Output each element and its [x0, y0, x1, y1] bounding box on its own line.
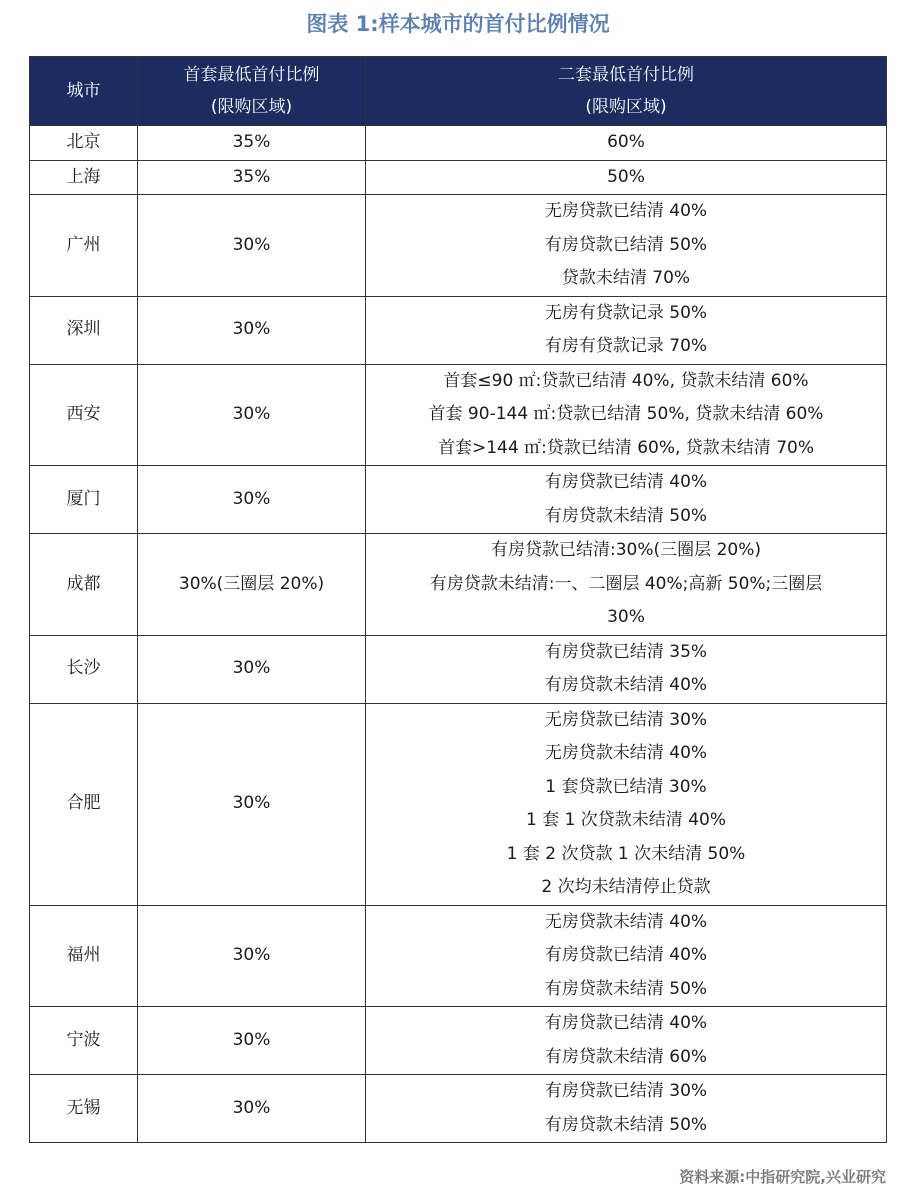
- cell-first-home-ratio: 30%: [138, 364, 366, 466]
- cell-city: 西安: [30, 364, 138, 466]
- cell-second-home-ratio: [366, 1075, 887, 1143]
- header-second-line-2: (限购区域): [585, 97, 667, 117]
- table-header: [30, 57, 887, 126]
- second-home-rule-line: 有房贷款已结清 35%: [544, 641, 708, 662]
- second-home-rule-line: 30%: [607, 607, 645, 627]
- second-home-rule-line: 无房贷款已结清 40%: [544, 201, 708, 221]
- cell-first-home-ratio: 30%: [138, 1007, 366, 1075]
- second-home-rule-line: 2 次均未结清停止贷款: [541, 877, 711, 897]
- header-second-home: [366, 57, 887, 126]
- second-home-rule-line: 有房贷款已结清 40%: [544, 945, 708, 965]
- cell-city: 厦门: [30, 466, 138, 534]
- cell-first-home-ratio: 30%: [138, 905, 366, 1007]
- table-body: [30, 126, 887, 1143]
- second-home-rule-line: 首套>144 ㎡:贷款已结清 60%, 贷款未结清 70%: [437, 437, 814, 458]
- cell-second-home-ratio: [366, 466, 887, 534]
- cell-city: 北京: [30, 126, 138, 161]
- second-home-rule-line: 贷款未结清 70%: [561, 268, 691, 288]
- cell-second-home-ratio: [366, 905, 887, 1007]
- second-home-rule-line: 无房贷款未结清 40%: [544, 911, 708, 932]
- cell-second-home-ratio: [366, 635, 887, 703]
- cell-city: 福州: [30, 905, 138, 1007]
- second-home-rule-line: 1 套 1 次贷款未结清 40%: [525, 810, 727, 830]
- table-row: [30, 703, 887, 905]
- cell-city: 广州: [30, 195, 138, 297]
- cell-first-home-ratio: 30%: [138, 296, 366, 364]
- cell-second-home-ratio: [366, 296, 887, 364]
- cell-first-home-ratio: 30%(三圈层 20%): [138, 534, 366, 636]
- cell-city: 长沙: [30, 635, 138, 703]
- table-row: [30, 635, 887, 703]
- table-row: [30, 905, 887, 1007]
- header-first-line-2: (限购区域): [210, 97, 293, 117]
- cell-second-home-ratio: [366, 364, 887, 466]
- second-home-rule-line: 有房有贷款记录 70%: [544, 336, 708, 356]
- table-row: [30, 296, 887, 364]
- second-home-rule-line: 有房贷款未结清 50%: [544, 505, 708, 526]
- second-home-rule-line: 有房贷款未结清 50%: [544, 978, 708, 999]
- cell-first-home-ratio: 30%: [138, 635, 366, 703]
- cell-city: 合肥: [30, 703, 138, 905]
- table-row: [30, 195, 887, 297]
- cell-city: 无锡: [30, 1075, 138, 1143]
- second-home-rule-line: 60%: [607, 132, 645, 152]
- table-row: [30, 534, 887, 636]
- table-row: [30, 1075, 887, 1143]
- cell-first-home-ratio: 35%: [138, 126, 366, 161]
- cell-second-home-ratio: [366, 195, 887, 297]
- second-home-rule-line: 有房贷款未结清:一、二圈层 40%;高新 50%;三圈层: [429, 573, 823, 594]
- header-first-home: [138, 57, 366, 126]
- header-city: 城市: [30, 57, 138, 126]
- cell-first-home-ratio: 30%: [138, 1075, 366, 1143]
- second-home-rule-line: 有房贷款已结清 50%: [544, 234, 708, 255]
- second-home-rule-line: 有房贷款未结清 50%: [544, 1114, 708, 1135]
- second-home-rule-line: 有房贷款已结清 30%: [544, 1081, 708, 1101]
- cell-first-home-ratio: 30%: [138, 703, 366, 905]
- second-home-rule-line: 1 套贷款已结清 30%: [545, 776, 707, 797]
- cell-second-home-ratio: [366, 534, 887, 636]
- table-row: [30, 466, 887, 534]
- cell-first-home-ratio: 30%: [138, 195, 366, 297]
- second-home-rule-line: 无房贷款未结清 40%: [544, 743, 708, 763]
- cell-second-home-ratio: [366, 160, 887, 195]
- cell-city: 上海: [30, 160, 138, 195]
- header-first-line-1: 首套最低首付比例: [183, 65, 320, 85]
- second-home-rule-line: 首套≤90 ㎡:贷款已结清 40%, 贷款未结清 60%: [443, 370, 809, 391]
- table-row: [30, 1007, 887, 1075]
- cell-city: 深圳: [30, 296, 138, 364]
- table-row: [30, 126, 887, 161]
- table-row: [30, 364, 887, 466]
- cell-first-home-ratio: 35%: [138, 160, 366, 195]
- second-home-rule-line: 无房有贷款记录 50%: [544, 302, 708, 323]
- cell-city: 成都: [30, 534, 138, 636]
- second-home-rule-line: 1 套 2 次贷款 1 次未结清 50%: [506, 843, 746, 864]
- cell-city: 宁波: [30, 1007, 138, 1075]
- second-home-rule-line: 有房贷款未结清 40%: [544, 675, 708, 695]
- second-home-rule-line: 无房贷款已结清 30%: [544, 709, 708, 730]
- header-second-line-1: 二套最低首付比例: [558, 65, 694, 85]
- second-home-rule-line: 50%: [607, 166, 645, 187]
- cell-first-home-ratio: 30%: [138, 466, 366, 534]
- table-row: [30, 160, 887, 195]
- second-home-rule-line: 有房贷款已结清 40%: [544, 472, 708, 492]
- cell-second-home-ratio: [366, 1007, 887, 1075]
- cell-second-home-ratio: [366, 126, 887, 161]
- second-home-rule-line: 首套 90-144 ㎡:贷款已结清 50%, 贷款未结清 60%: [428, 404, 824, 424]
- down-payment-table: [29, 56, 887, 1143]
- chart-title: 图表 1:样本城市的首付比例情况: [306, 12, 610, 36]
- second-home-rule-line: 有房贷款已结清 40%: [544, 1013, 708, 1033]
- second-home-rule-line: 有房贷款未结清 60%: [544, 1046, 708, 1067]
- cell-second-home-ratio: [366, 703, 887, 905]
- second-home-rule-line: 有房贷款已结清:30%(三圈层 20%): [491, 540, 761, 560]
- source-note: 资料来源:中指研究院,兴业研究: [679, 1168, 886, 1186]
